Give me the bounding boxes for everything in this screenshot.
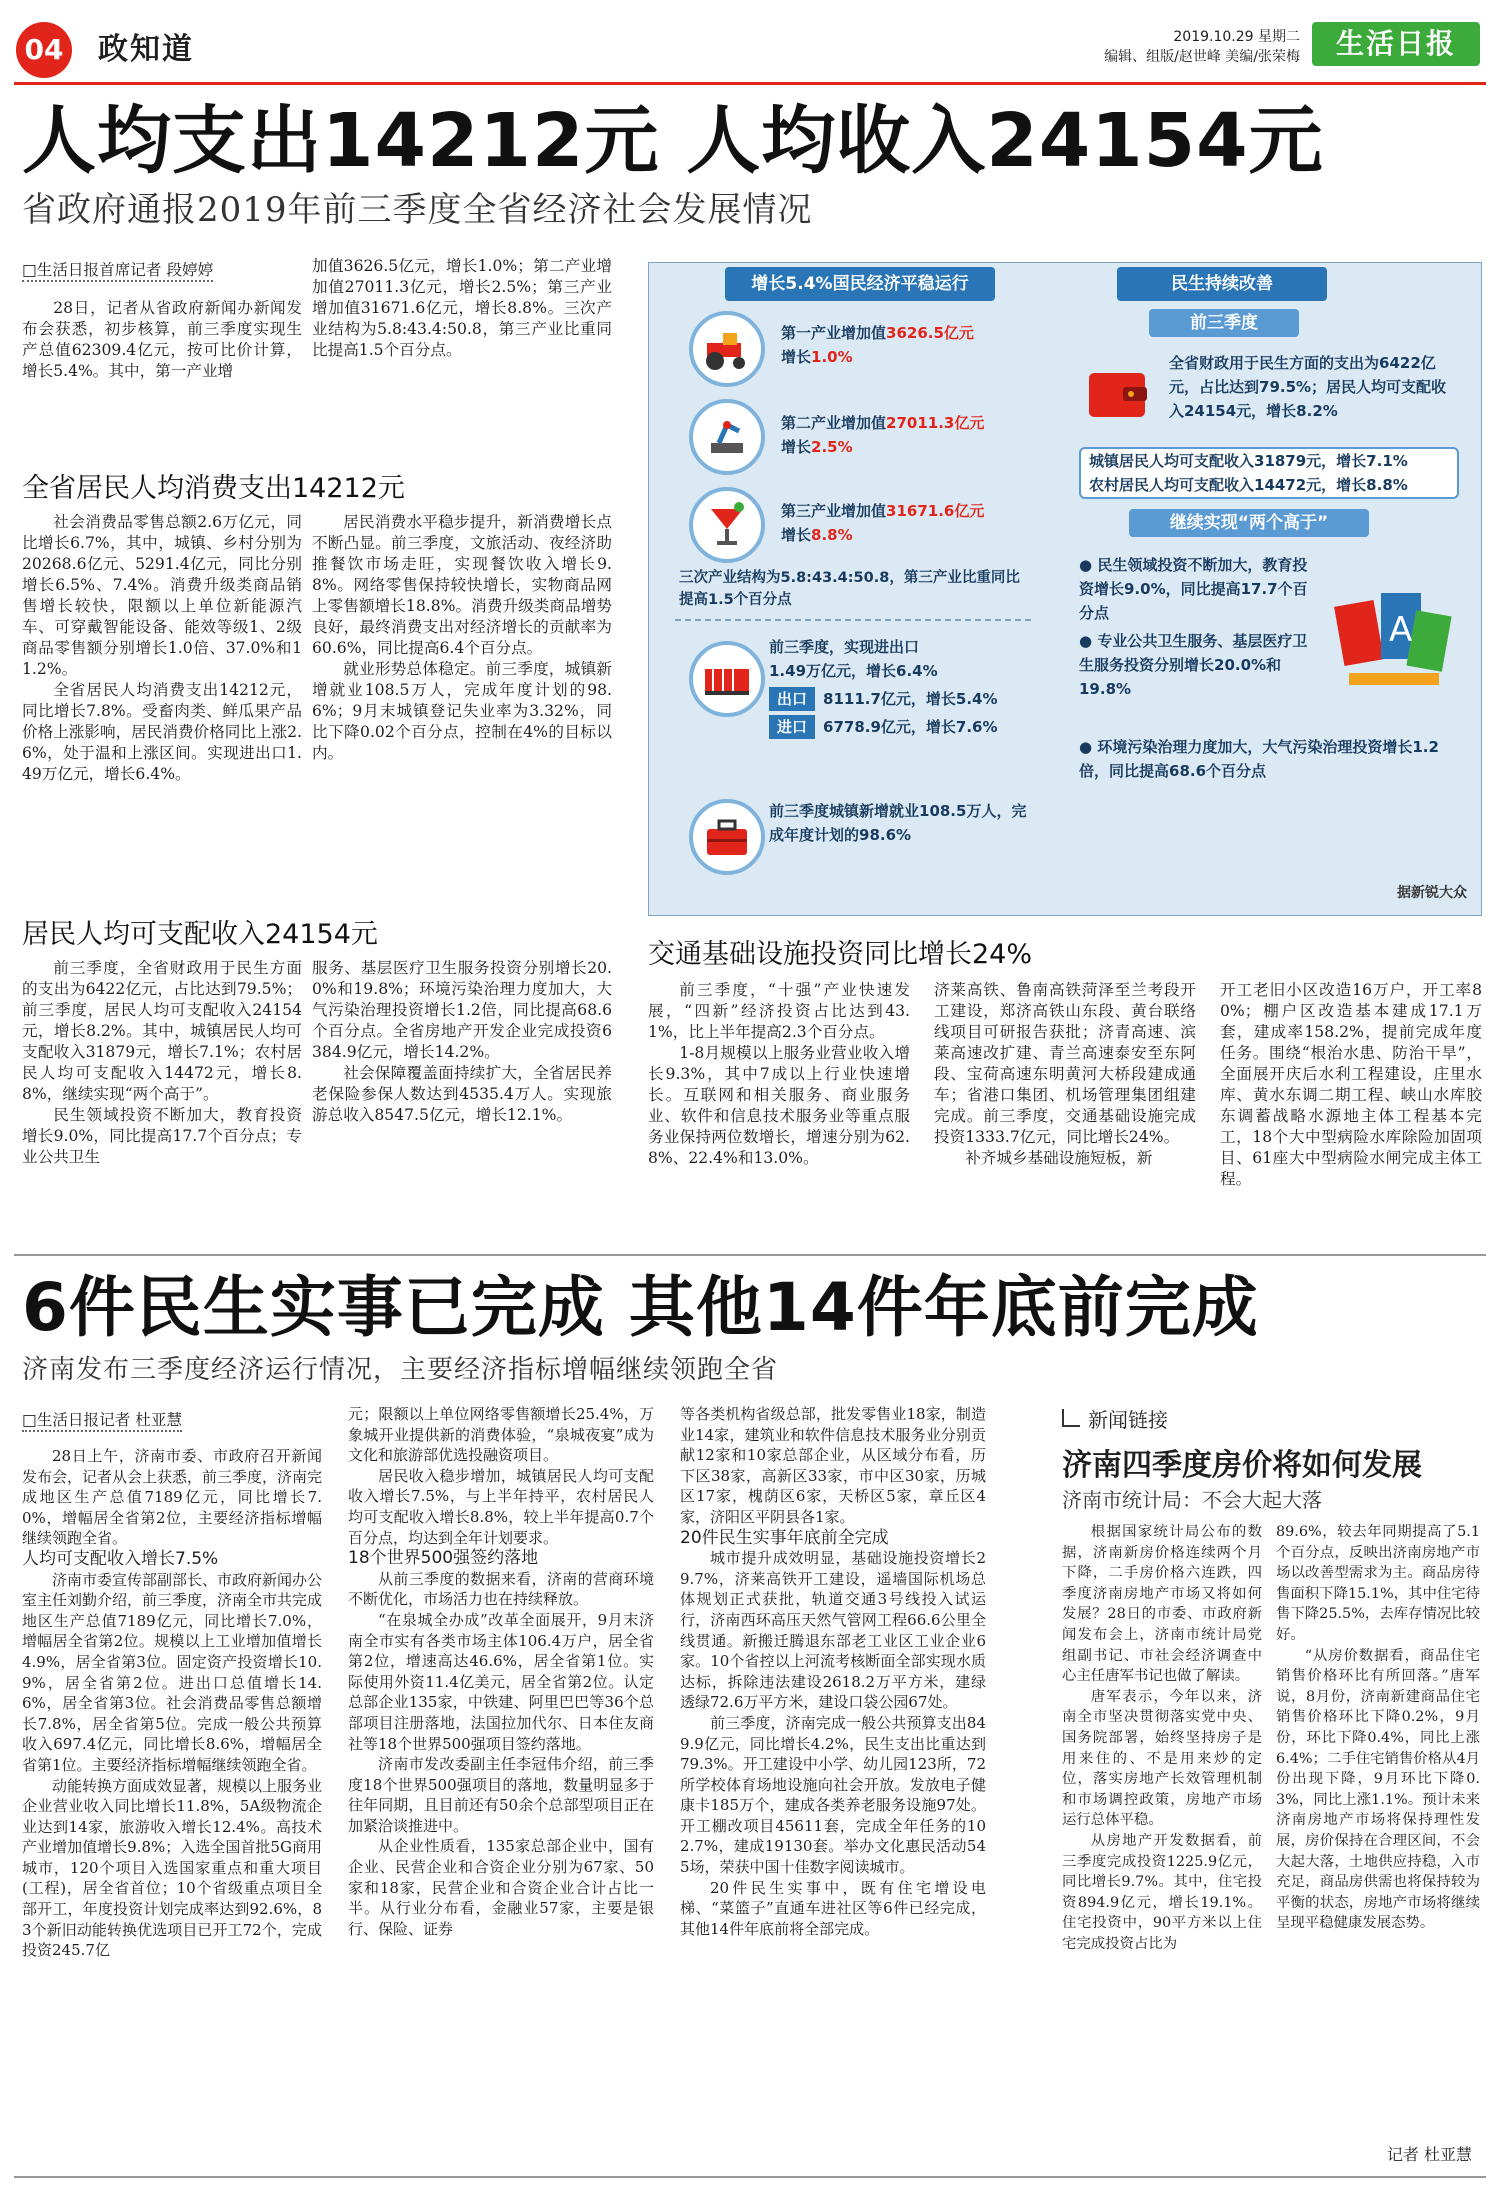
employment-stat: 前三季度城镇新增就业108.5万人，完成年度计划的98.6% <box>769 802 1027 844</box>
trade-stat: 前三季度，实现进出口 1.49万亿元，增长6.4% <box>769 638 938 680</box>
news-link-sidebar <box>1052 1404 1486 2168</box>
primary-industry-stat: 第一产业增加值3626.5亿元 增长1.0% <box>781 324 974 366</box>
story2-subhead-20-projects: 20件民生实事年底前全完成 <box>680 1527 889 1548</box>
info-source: 据新锐大众 <box>1397 885 1467 901</box>
livelihood-spending-stat: 全省财政用于民生方面的支出为6422亿元，占比达到79.5%；居民人均可支配收入24154元，增长8.2% <box>1169 354 1447 420</box>
story1-section-heading-transport: 交通基础设施投资同比增长24% <box>648 939 1033 970</box>
brand-logo: 生活日报 <box>1312 22 1480 66</box>
story1-consumption-col2: 居民消费水平稳步提升，新消费增长点不断凸显。前三季度，文旅活动、夜经济助推餐饮市场走旺，实现餐饮收入增长9.8%。网络零售保持较快增长，实物商品网上零售额增长18.8%。消费升级类商品增势良好，最终消费支出对经济增长的贡献率为60.6%，同比提高6.4个百分点。 就业形势总体稳定。前三季度，城镇新增就业108.5万人，完成年度计划的98.6%；9月末城镇登记失业率为3.32%，同比下降0.02个百分点，控制在4%的目标以内。 <box>312 513 612 762</box>
editors-line: 编辑、组版/赵世峰 美编/张荣梅 <box>1104 49 1300 65</box>
sidebar-col1: 根据国家统计局公布的数据，济南新房价格连续两个月下降，二手房价格六连跌，四季度济南房地产市场又将如何发展？28日的市委、市政府新闻发布会上，济南市统计局党组副书记、市社会经济调查中心主任唐军书记也做了解读。 唐军表示，今年以来，济南全市坚决贯彻落实党中央、国务院部署，始终坚持房子是用来住的、不是用来炒的定位，落实房地产长效管理机制和市场调控政策，房地产市场运行总体平稳。 从房地产开发数据看，前三季度完成投资1225.9亿元，同比增长9.7%。其中，住宅投资894.9亿元，增长19.1%。住宅投资中，90平方米以上住宅完成投资占比为 <box>1062 1524 1262 1952</box>
story1-income-col1: 前三季度，全省财政用于民生方面的支出为6422亿元，占比达到79.5%；前三季度，居民人均可支配收入24154元，增长8.2%。其中，城镇居民人均可支配收入31879元，增长7.1%；农村居民人均可支配收入14472元，增长8.8%，继续实现“两个高于”。 民生领域投资不断加大，教育投资增长9.0%，同比提高17.7个百分点；专业公共卫生 <box>22 959 302 1166</box>
toolbox-icon <box>689 799 765 875</box>
secondary-industry-stat: 第二产业增加值27011.3亿元 增长2.5% <box>781 414 985 456</box>
economy-infographic <box>648 262 1482 916</box>
import-tag: 进口 <box>769 715 815 739</box>
bullet-environment: ● 环境污染治理力度加大，大气污染治理投资增长1.2倍，同比提高68.6个百分点 <box>1079 738 1439 780</box>
sidebar-col2: 89.6%，较去年同期提高了5.1个百分点，反映出济南房地产市场以改善型需求为主。商品房待售面积下降15.1%，其中住宅待售下降25.5%，去库存情况比较好。 “从房价数据看，商品住宅销售价格环比有所回落。”唐军说，8月份，济南新建商品住宅销售价格环比下降0.2%，9月份，环比下降0.4%，同比上涨6.4%；二手住宅销售价格从4月份出现下降，9月环比下降0.3%，同比上涨1.1%。预计未来济南房地产市场将保持理性发展，房价保持在合理区间，不会大起大落，土地供应持稳，入市充足，商品房供需也将保持较为平衡的状态，房地产市场将继续呈现平稳健康发展态势。 <box>1276 1524 1480 1932</box>
sidebar-tag: 新闻链接 <box>1062 1404 1168 1433</box>
industry-structure-note: 三次产业结构为5.8:43.4:50.8，第三产业比重同比提高1.5个百分点 <box>679 570 1020 608</box>
books-abc-icon <box>1329 563 1459 727</box>
story2-col2: 元；限额以上单位网络零售额增长25.4%，万象城开业提供新的消费体验，“泉城夜宴”成为文化和旅游部优选投融资项目。 居民收入稳步增加，城镇居民人均可支配收入增长7.5%，与上半年持平，农村居民人均可支配收入增长8.8%，较上半年提高0.7个百分点，均达到全年计划要求。 18个世界500强签约落地 从前三季度的数据来看，济南的营商环境不断优化，市场活力也在持续释放。 “在泉城全办成”改革全面展开，9月末济南全市实有各类市场主体106.4万户，居全省第2位，增速高达46.6%，居全省第1位。实际使用外资11.4亿美元，居全省第2位。认定总部企业135家，中铁建、阿里巴巴等36个总部项目注册落地，法国拉加代尔、日本住友商社等18个世界500强项目签约落地。 济南市发改委副主任李冠伟介绍，前三季度18个世界500强项目的落地，数量明显多于往年同期，且目前还有50余个总部型项目正在加紧洽谈推进中。 从企业性质看，135家总部企业中，国有企业、民营企业和合资企业分别为67家、50家和18家，民营企业和合资企业合计占比一半。从行业分布看，金融业57家，主要是银行、保险、证券 <box>348 1405 654 1938</box>
factory-robot-icon <box>689 399 765 475</box>
sidebar-author: 记者 杜亚慧 <box>1386 2145 1472 2164</box>
story1-headline: 人均支出14212元 人均收入24154元 <box>22 98 1324 184</box>
info-left-title: 增长5.4%国民经济平稳运行 <box>725 267 995 301</box>
story1-consumption-col1: 社会消费品零售总额2.6万亿元，同比增长6.7%，其中，城镇、乡村分别为20268.6亿元、5291.4亿元，同比分别增长6.5%、7.4%。消费升级类商品销售增长较快，限额以上单位新能源汽车、可穿戴智能设备、能效等级1、2级商品零售额分别增长1.0倍、37.0%和11.2%。 全省居民人均消费支出14212元，同比增长7.8%。受畜肉类、鲜瓜果产品价格上涨影响，居民消费价格同比上涨2.6%，处于温和上涨区间。实现进出口1.49万亿元，增长6.4%。 <box>22 513 302 783</box>
shipping-container-icon <box>689 641 765 717</box>
section-name: 政知道 <box>98 32 194 67</box>
svg-text:A: A <box>1389 610 1413 650</box>
export-tag: 出口 <box>769 687 815 711</box>
story2-col1: 28日上午，济南市委、市政府召开新闻发布会，记者从会上获悉，前三季度，济南完成地区生产总值7189亿元，同比增长7.0%，增幅居全省第2位，主要经济指标增幅继续领跑全省。 人均可支配收入增长7.5% 济南市委宣传部副部长、市政府新闻办公室主任刘勤介绍，前三季度，济南全市共完成地区生产总值7189亿元，同比增长7.0%，增幅居全省第2位。规模以上工业增加值增长4.9%，居全省第3位。固定资产投资增长10.9%，居全省第2位。进出口总值增长14.6%，居全省第3位。社会消费品零售总额增长7.8%，居全省第5位。完成一般公共预算收入697.4亿元，同比增长8.6%，增幅居全省第1位。主要经济指标增幅继续领跑全省。 动能转换方面成效显著，规模以上服务业企业营业收入同比增长11.8%，5A级物流企业达到14家，旅游收入增长12.4%。高技术产业增加值增长9.8%；入选全国首批5G商用城市，120个项目入选国家重点和重大项目(工程)，居全省首位；10个省级重点项目全部开工，年度投资计划完成率达到92.6%，83个新旧动能转换优选项目已开工72个，完成投资245.7亿 <box>22 1447 322 1960</box>
livelihood-bullets <box>1079 553 1319 705</box>
header-rule <box>14 82 1486 85</box>
issue-date: 2019.10.29 星期二 <box>1173 29 1300 45</box>
wallet-icon <box>1083 359 1153 433</box>
story1-intro-col1: 28日，记者从省政府新闻办新闻发布会获悉，初步核算，前三季度实现生产总值62309.4亿元，按可比价计算，增长5.4%。其中，第一产业增 <box>22 299 302 380</box>
story2-headline: 6件民生实事已完成 其他14件年底前完成 <box>22 1269 1259 1346</box>
page-number-badge: 04 <box>16 22 72 78</box>
story2-byline: □生活日报记者 杜亚慧 <box>22 1408 182 1432</box>
import-stat: 进口 6778.9亿元，增长7.6% <box>769 715 1029 739</box>
story1-transport-col1: 前三季度，“十强”产业快速发展，“四新”经济投资占比达到43.1%，比上半年提高2.3个百分点。 1-8月规模以上服务业营业收入增长9.3%，其中7成以上行业快速增长。互联网和相关服务、商业服务业、软件和信息技术服务业等重点服务业保持两位数增长，增速分别为62.8%、22.4%和13.0%。 <box>648 981 910 1167</box>
export-stat: 出口 8111.7亿元，增长5.4% <box>769 687 1029 711</box>
story1-transport-col2: 济莱高铁、鲁南高铁菏泽至兰考段开工建设，郑济高铁山东段、黄台联络线项目可研报告获批；济青高速、滨莱高速改扩建、青兰高速泰安至东阿段、宝荷高速东明黄河大桥段建成通车；省港口集团、机场管理集团组建完成。前三季度，交通基础设施完成投资1333.7亿元，同比增长24%。 补齐城乡基础设施短板，新 <box>934 981 1196 1167</box>
info-right-title: 民生持续改善 <box>1117 267 1327 301</box>
arrow-icon <box>1062 1409 1080 1427</box>
story1-bottom-rule <box>14 1254 1486 1256</box>
story1-section-heading-income: 居民人均可支配收入24154元 <box>22 919 378 950</box>
bullet-education: ● 民生领域投资不断加大，教育投资增长9.0%，同比提高17.7个百分点 <box>1079 556 1308 622</box>
story1-transport-col3: 开工老旧小区改造16万户，开工率80%；棚户区改造基本建成17.1万套，建成率158.2%，提前完成年度任务。围绕“根治水患、防治干旱”，全面展开庆后水利工程建设，庄里水库、黄水东调二期工程、峡山水库胶东调蓄战略水源地主体工程基本完工，18个大中型病险水库除险加固项目、61座大中型病险水闸完成主体工程。 <box>1220 981 1482 1188</box>
story2-subhead-income: 人均可支配收入增长7.5% <box>22 1548 219 1569</box>
info-right-subtitle: 前三季度 <box>1149 309 1299 337</box>
urban-income-stat: 城镇居民人均可支配收入31879元，增长7.1% 农村居民人均可支配收入14472元，增长8.8% <box>1079 447 1459 499</box>
tractor-icon <box>689 311 765 387</box>
story1-section-heading-consumption: 全省居民人均消费支出14212元 <box>22 473 405 504</box>
page-bottom-rule <box>14 2176 1486 2178</box>
story1-intro-col2: 加值3626.5亿元，增长1.0%；第二产业增加值27011.3亿元，增长2.5%；第三产业增加值31671.6亿元，增长8.8%。三次产业结构为5.8:43.4:50.8，第三产业比重同比提高1.5个百分点。 <box>312 257 612 359</box>
cocktail-icon <box>689 487 765 563</box>
story1-subheadline: 省政府通报2019年前三季度全省经济社会发展情况 <box>22 190 813 230</box>
bullet-health: ● 专业公共卫生服务、基层医疗卫生服务投资分别增长20.0%和19.8% <box>1079 632 1308 698</box>
story2-subhead-fortune500: 18个世界500强签约落地 <box>348 1548 539 1569</box>
story1-byline: □生活日报首席记者 段婷婷 <box>22 258 213 282</box>
info-divider <box>675 619 1031 621</box>
info-right-title-two-higher: 继续实现“两个高于” <box>1129 509 1369 537</box>
sidebar-title: 济南四季度房价将如何发展 <box>1062 1448 1422 1483</box>
tertiary-industry-stat: 第三产业增加值31671.6亿元 增长8.8% <box>781 502 985 544</box>
story2-subheadline: 济南发布三季度经济运行情况，主要经济指标增幅继续领跑全省 <box>22 1355 779 1385</box>
story2-col3: 等各类机构省级总部，批发零售业18家，制造业14家，建筑业和软件信息技术服务业分别贡献12家和10家总部企业，从区域分布看，历下区38家，高新区33家，市中区30家，历城区17家，槐荫区6家，天桥区5家，章丘区4家，济阳区平阴县各1家。 20件民生实事年底前全完成 城市提升成效明显，基础设施投资增长29.7%，济莱高铁开工建设，遥墙国际机场总体规划正式获批，轨道交通3号线投入试运行，济南西环高压天然气管网工程66.6公里全线贯通。新搬迁腾退东部老工业区工业企业6家。10个省控以上河流考核断面全部实现水质达标，拆除违法建设2618.2万平方米，建绿透绿72.6万平方米，建设口袋公园67处。 前三季度，济南完成一般公共预算支出849.9亿元，同比增长4.2%，民生支出比重达到79.3%。开工建设中小学、幼儿园123所，72所学校体育场地设施向社会开放。发放电子健康卡185万个，建成各类养老服务设施97处。开工棚改项目45611套，完成全年任务的102.7%，建成19130套。举办文化惠民活动545场，荣获中国十佳数字阅读城市。 20件民生实事中，既有住宅增设电梯、“菜篮子”直通车进社区等6件已经完成，其他14件年底前将全部完成。 <box>680 1405 986 1938</box>
story1-income-col2: 服务、基层医疗卫生服务投资分别增长20.0%和19.8%；环境污染治理力度加大，大气污染治理投资增长1.2倍，同比提高68.6个百分点。全省房地产开发企业完成投资6384.9亿元，增长14.2%。 社会保障覆盖面持续扩大，全省居民养老保险参保人数达到4535.4万人。实现旅游总收入8547.5亿元，增长12.1%。 <box>312 959 612 1124</box>
sidebar-subtitle: 济南市统计局：不会大起大落 <box>1062 1488 1322 1512</box>
